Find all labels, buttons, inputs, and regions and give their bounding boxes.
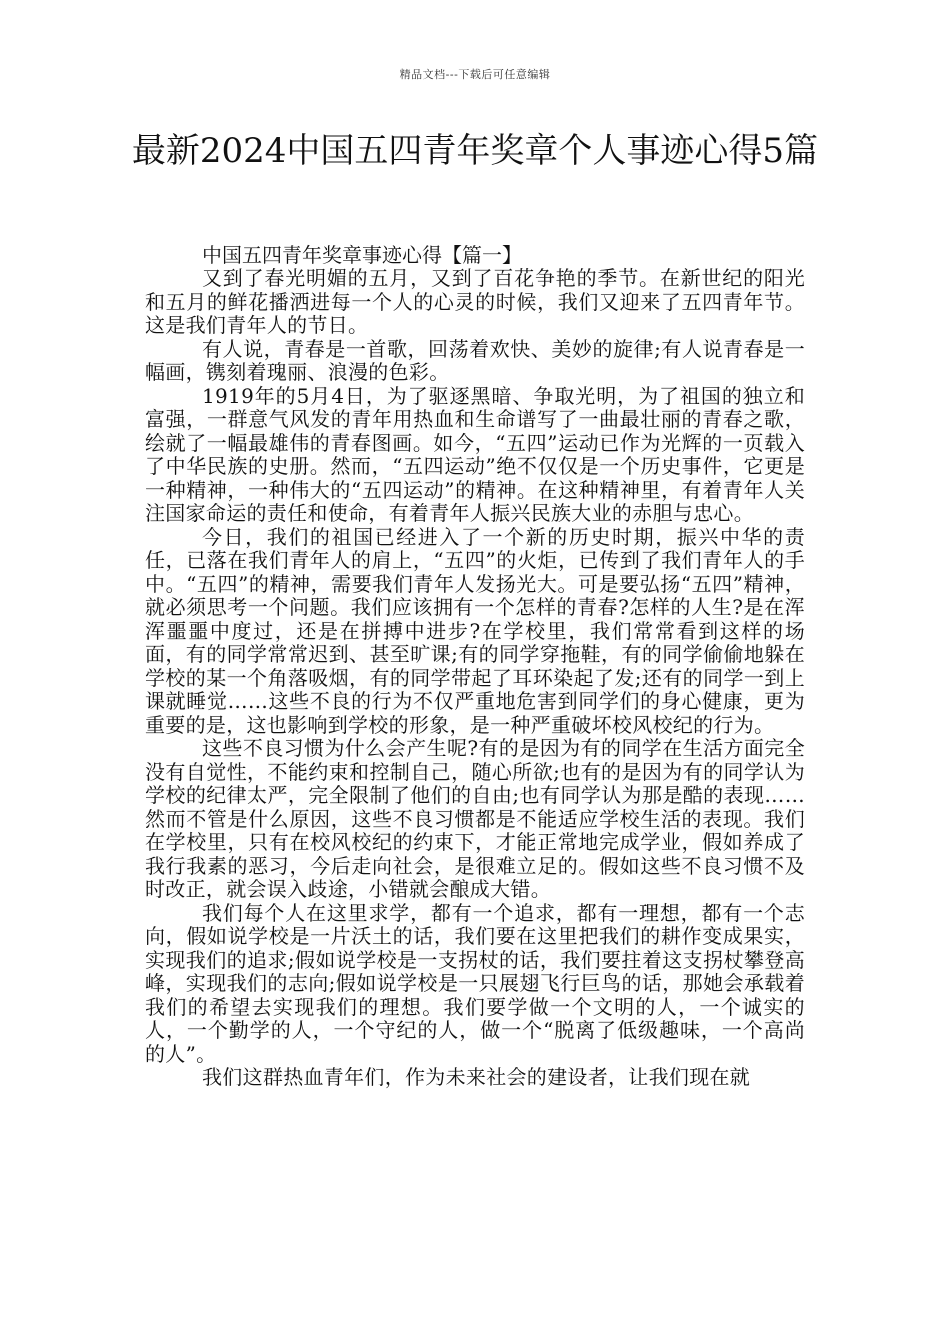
- paragraph-7: 我们这群热血青年们，作为未来社会的建设者，让我们现在就: [202, 1065, 751, 1089]
- section-heading: 中国五四青年奖章事迹心得【篇一】: [202, 243, 522, 267]
- page-header-note: 精品文档---下载后可任意编辑: [399, 68, 551, 81]
- paragraph-1: 又到了春光明媚的五月，又到了百花争艳的季节。在新世纪的阳光和五月的鲜花播洒进每一个人的心灵的时候，我们又迎来了五四青年节。这是我们青年人的节日。: [145, 266, 805, 337]
- paragraph-3: 1919年的5月4日，为了驱逐黑暗、争取光明，为了祖国的独立和富强，一群意气风发的青年用热血和生命谱写了一曲最壮丽的青春之歌，绘就了一幅最雄伟的青春图画。如今，“五四”运动已作为光辉的一页载入了中华民族的史册。然而，“五四运动”绝不仅仅是一个历史事件，它更是一种精神，一种伟大的“五四运动”的精神。在这种精神里，有着青年人关注国家命运的责任和使命，有着青年人振兴民族大业的赤胆与忠心。: [145, 383, 805, 525]
- document-body: [145, 244, 805, 1090]
- document-title: 最新2024中国五四青年奖章个人事迹心得5篇: [131, 131, 819, 171]
- paragraph-2: 有人说，青春是一首歌，回荡着欢快、美妙的旋律;有人说青春是一幅画，镌刻着瑰丽、浪漫的色彩。: [145, 336, 805, 384]
- paragraph-5: 这些不良习惯为什么会产生呢?有的是因为有的同学在生活方面完全没有自觉性，不能约束和控制自己，随心所欲;也有的是因为有的同学认为学校的纪律太严，完全限制了他们的自由;也有同学认为那是酷的表现……然而不管是什么原因，这些不良习惯都是不能适应学校生活的表现。我们在学校里，只有在校风校纪的约束下，才能正常地完成学业，假如养成了我行我素的恶习，今后走向社会，是很难立足的。假如这些不良习惯不及时改正，就会误入歧途，小错就会酿成大错。: [145, 736, 805, 901]
- paragraph-6: 我们每个人在这里求学，都有一个追求，都有一理想，都有一个志向，假如说学校是一片沃土的话，我们要在这里把我们的耕作变成果实，实现我们的追求;假如说学校是一支拐杖的话，我们要拄着这支拐杖攀登高峰，实现我们的志向;假如说学校是一只展翅飞行巨鸟的话，那她会承载着我们的希望去实现我们的理想。我们要学做一个文明的人，一个诚实的人，一个勤学的人，一个守纪的人，做一个“脱离了低级趣味，一个高尚的人”。: [145, 900, 805, 1066]
- paragraph-4: 今日，我们的祖国已经进入了一个新的历史时期，振兴中华的责任，已落在我们青年人的肩上，“五四”的火炬，已传到了我们青年人的手中。“五四”的精神，需要我们青年人发扬光大。可是要弘扬“五四”精神，就必须思考一个问题。我们应该拥有一个怎样的青春?怎样的人生?是在浑浑噩噩中度过，还是在拼搏中进步?在学校里，我们常常看到这样的场面，有的同学常常迟到、甚至旷课;有的同学穿拖鞋，有的同学偷偷地躲在学校的某一个角落吸烟，有的同学带起了耳环染起了发;还有的同学一到上课就睡觉……这些不良的行为不仅严重地危害到同学们的身心健康，更为重要的是，这也影响到学校的形象，是一种严重破坏校风校纪的行为。: [145, 524, 805, 737]
